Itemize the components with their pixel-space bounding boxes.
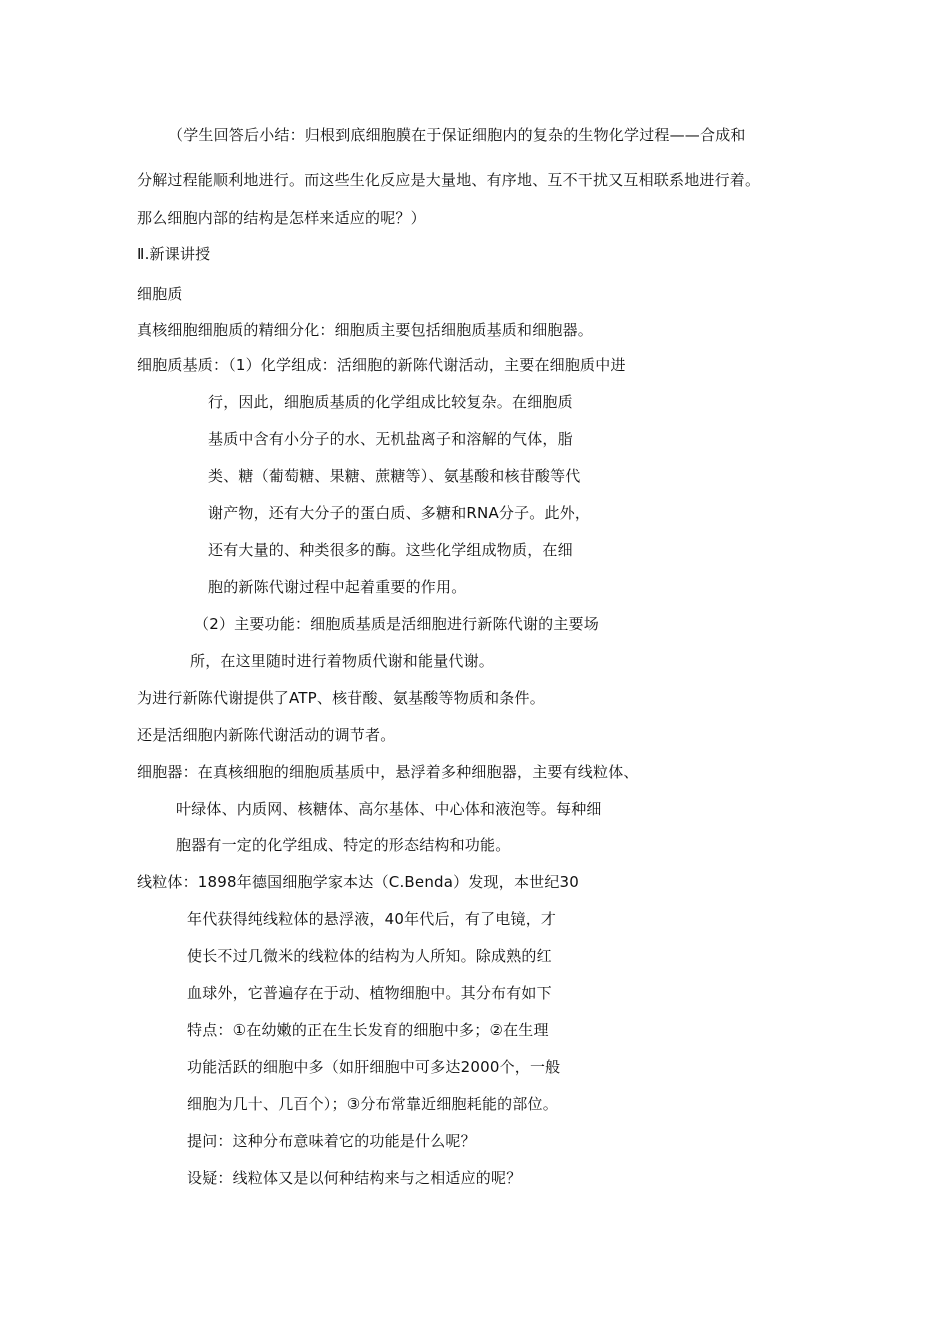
mitochondria-line: 年代获得纯线粒体的悬浮液，40年代后，有了电镜，才	[187, 910, 557, 928]
subheading: 细胞质	[137, 285, 183, 303]
matrix-line: 还有大量的、种类很多的酶。这些化学组成物质，在细	[208, 541, 573, 559]
matrix-line: 基质中含有小分子的水、无机盐离子和溶解的气体，脂	[208, 430, 573, 448]
organelles-line: 胞器有一定的化学组成、特定的形态结构和功能。	[176, 836, 511, 854]
mitochondria-line: 血球外，它普遍存在于动、植物细胞中。其分布有如下	[187, 984, 552, 1002]
question-line: 提问：这种分布意味着它的功能是什么呢？	[187, 1132, 476, 1150]
matrix-line: 类、糖（葡萄糖、果糖、蔗糖等）、氨基酸和核苷酸等代	[208, 467, 581, 485]
matrix-line: 细胞质基质：（1）化学组成：活细胞的新陈代谢活动，主要在细胞质中进	[137, 356, 626, 374]
section-heading: Ⅱ.新课讲授	[137, 245, 211, 263]
matrix-line: 胞的新陈代谢过程中起着重要的作用。	[208, 578, 467, 596]
mitochondria-line: 功能活跃的细胞中多（如肝细胞中可多达2000个，一般	[187, 1058, 561, 1076]
matrix-line: 行，因此，细胞质基质的化学组成比较复杂。在细胞质	[208, 393, 573, 411]
function-line: 所，在这里随时进行着物质代谢和能量代谢。	[190, 652, 495, 670]
summary-line: （学生回答后小结：归根到底细胞膜在于保证细胞内的复杂的生物化学过程——合成和	[168, 126, 746, 144]
mitochondria-line: 使长不过几微米的线粒体的结构为人所知。除成熟的红	[187, 947, 552, 965]
summary-line: 分解过程能顺利地进行。而这些生化反应是大量地、有序地、互不干扰又互相联系地进行着。	[137, 171, 761, 189]
function-note: 还是活细胞内新陈代谢活动的调节者。	[137, 726, 396, 744]
organelles-line: 细胞器：在真核细胞的细胞质基质中，悬浮着多种细胞器，主要有线粒体、	[137, 763, 639, 781]
function-note: 为进行新陈代谢提供了ATP、核苷酸、氨基酸等物质和条件。	[137, 689, 545, 707]
organelles-line: 叶绿体、内质网、核糖体、高尔基体、中心体和液泡等。每种细	[176, 800, 602, 818]
mitochondria-line: 线粒体：1898年德国细胞学家本达（C.Benda）发现，本世纪30	[137, 873, 580, 891]
matrix-line: 谢产物，还有大分子的蛋白质、多糖和RNA分子。此外，	[208, 504, 591, 522]
mitochondria-line: 细胞为几十、几百个）；③分布常靠近细胞耗能的部位。	[187, 1095, 558, 1113]
mitochondria-line: 特点：①在幼嫩的正在生长发育的细胞中多；②在生理	[187, 1021, 549, 1039]
function-line: （2）主要功能：细胞质基质是活细胞进行新陈代谢的主要场	[194, 615, 599, 633]
question-line: 设疑：线粒体又是以何种结构来与之相适应的呢？	[187, 1169, 522, 1187]
intro-paragraph: 真核细胞细胞质的精细分化：细胞质主要包括细胞质基质和细胞器。	[137, 321, 594, 339]
summary-line: 那么细胞内部的结构是怎样来适应的呢？）	[137, 209, 426, 227]
